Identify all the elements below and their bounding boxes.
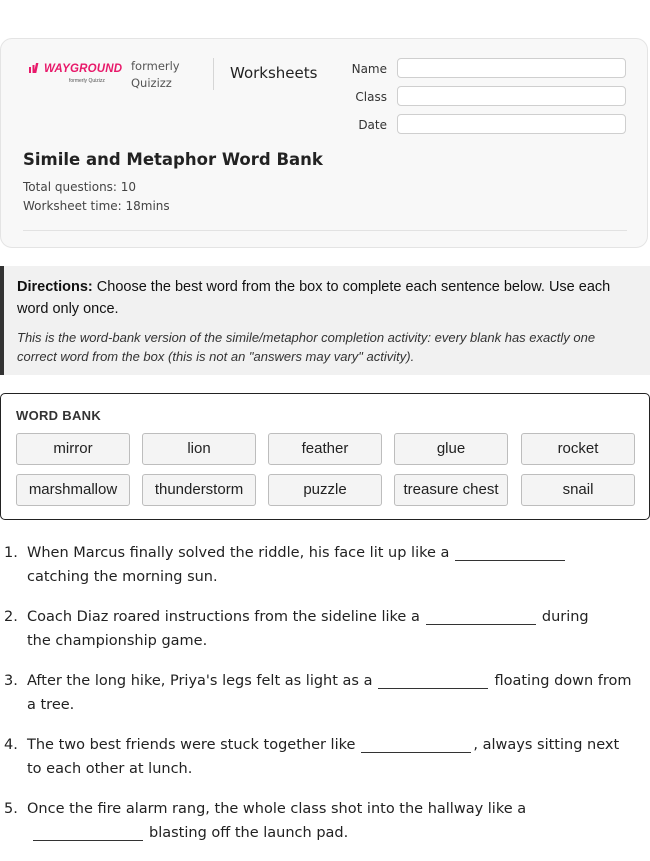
class-label: Class <box>355 90 387 104</box>
header-rule <box>23 230 627 231</box>
class-field[interactable] <box>397 86 626 106</box>
word-bank-title: WORD BANK <box>16 408 102 423</box>
word-bank-item: glue <box>394 433 508 465</box>
worksheet-time: Worksheet time: 18mins <box>23 199 170 213</box>
question-number: 1. <box>4 545 18 561</box>
question-number: 3. <box>4 673 18 689</box>
total-questions: Total questions: 10 <box>23 180 137 194</box>
question-text-before: Once the fire alarm rang, the whole class shot into the hallway like a <box>27 801 527 817</box>
name-field[interactable] <box>397 58 626 78</box>
worksheet-title: Simile and Metaphor Word Bank <box>23 150 323 169</box>
directions-note: This is the word-bank version of the simile/metaphor completion activity: every blank has exactly one correct word from the box (this is not an "answers may vary" activity). <box>17 330 596 364</box>
date-label: Date <box>358 118 387 132</box>
date-field[interactable] <box>397 114 626 134</box>
word-bank <box>0 393 650 520</box>
question-item <box>0 797 650 845</box>
question-number: 4. <box>4 737 18 753</box>
question-text-before: Coach Diaz roared instructions from the sideline like a <box>27 609 420 625</box>
word-bank-item: marshmallow <box>16 474 130 506</box>
word-bank-item: lion <box>142 433 256 465</box>
wayground-logo <box>29 63 123 87</box>
question-text-after: floating down from a tree. <box>27 673 632 713</box>
question-number: 5. <box>4 801 18 817</box>
name-label: Name <box>351 62 387 76</box>
question-text-after: , always sitting next to each other at lunch. <box>27 737 620 777</box>
answer-blank[interactable] <box>455 542 565 561</box>
header-divider <box>213 58 214 90</box>
answer-blank[interactable] <box>33 822 143 841</box>
question-list <box>0 541 650 861</box>
worksheets-label: Worksheets <box>230 64 318 82</box>
question-text-after: during the championship game. <box>27 609 589 649</box>
question-item <box>0 669 650 717</box>
answer-blank[interactable] <box>426 606 536 625</box>
logo-wordmark: WAYGROUND <box>44 63 123 75</box>
answer-blank[interactable] <box>361 734 471 753</box>
word-bank-item: puzzle <box>268 474 382 506</box>
formerly-quizizz: formerly Quizizz <box>131 59 180 90</box>
word-bank-item: thunderstorm <box>142 474 256 506</box>
word-bank-item: treasure chest <box>394 474 508 506</box>
word-bank-item: mirror <box>16 433 130 465</box>
question-item <box>0 605 650 653</box>
question-text-before: The two best friends were stuck together like <box>27 737 356 753</box>
directions-box <box>0 266 650 375</box>
word-bank-item: feather <box>268 433 382 465</box>
directions-label: Directions: <box>17 279 93 295</box>
question-text-before: After the long hike, Priya's legs felt as light as a <box>27 673 373 689</box>
word-bank-item: rocket <box>521 433 635 465</box>
answer-blank[interactable] <box>378 670 488 689</box>
word-bank-item: snail <box>521 474 635 506</box>
question-text-before: When Marcus finally solved the riddle, his face lit up like a <box>27 545 450 561</box>
question-item <box>0 541 650 589</box>
question-text-after: blasting off the launch pad. <box>149 825 349 841</box>
logo-mark-icon <box>29 63 42 75</box>
question-number: 2. <box>4 609 18 625</box>
question-text-after: catching the morning sun. <box>27 569 218 585</box>
logo-subtitle: formerly Quizizz <box>69 78 105 84</box>
directions-text: Directions: Choose the best word from the box to complete each sentence below. Use each word only once. <box>17 279 611 317</box>
question-item <box>0 733 650 781</box>
